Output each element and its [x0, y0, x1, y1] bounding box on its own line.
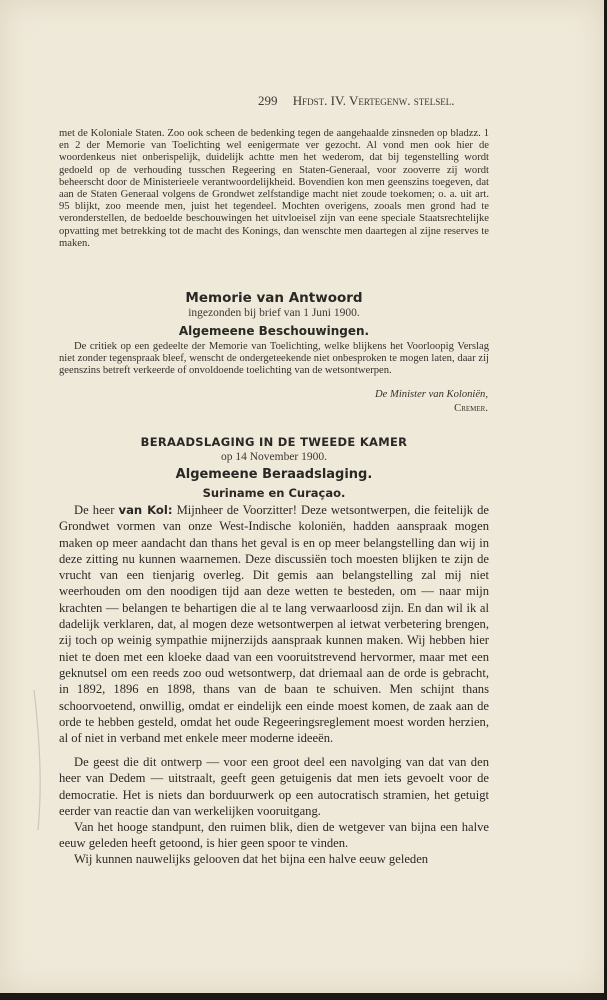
debate-paragraph-4: Wij kunnen nauwelijks gelooven dat het bijna een halve eeuw geleden	[74, 852, 429, 866]
running-title: Hfdst. IV. Vertegenw. stelsel.	[292, 93, 455, 108]
intro-paragraph: met de Koloniale Staten. Zoo ook scheen de bedenking tegen de aangehaalde zinsneden op bladzz. 1 en 2 der Memorie van Toelichting wel eenigermate ver gezocht. Al vond men ook hier de woordenkeus niet onberispelijk, duidelijk achtte men het wederom, dat bij tegenstelling wordt gedoeld op de verhouding tusschen Regeering en Staten-Generaal, voor zooverre zij wordt beheerscht door de Ministerieele verantwoordelijkheid. Bovendien kon men geenszins toegeven, dat aan de Staten Generaal volgens de Grondwet zelfstandige macht niet zoude toekomen; o. a. uit art. 95 blijkt, zoo meende men, juist het tegendeel. Mochten overigens, zooals men grond had te veronderstellen, de bedoelde beschouwingen het uitvloeisel zijn van eene speciale Staatsrechtelijke opvatting met betrekking tot de macht des Konings, dan wenschte men daartegen al zijne reserves te maken.	[59, 128, 489, 249]
running-header	[258, 93, 455, 109]
memorie-paragraph: De critiek op een gedeelte der Memorie van Toelichting, welke blijkens het Voorloopig Verslag niet zonder tegenspraak bleef, wenscht de ondergeteekende niet onbesproken te mogen laten, daar zij geenszins betreft verkeerde of onvoldoende toelichting van de wetsontwerpen.	[59, 341, 489, 377]
beraadslaging-title: BERAADSLAGING IN DE TWEEDE KAMER	[140, 435, 408, 449]
speech-text: Mijnheer de Voorzitter! Deze wetsontwerpen, die feitelijk de Grondwet vormen van onze West-Indische koloniën, hadden aanspraak mogen maken op meer aandacht dan thans het geval is en op meer belangstelling dan wij in deze zitting nu kunnen waarnemen. Deze discussiën toch moesten blijken te zijn de vrucht van een tienjarig overleg. Dit gemis aan belangstelling zal mij niet weerhouden om den noodigen tijd aan deze wetten te besteden, om — naar mijn krachten — belangen te behartigen die al te lang verwaarloosd zijn. En dan wil ik al dadelijk verklaren, dat, al mogen deze wetsontwerpen al ietwat verbetering brengen, zij toch op weinig sympathie mijnerzijds aanspraak kunnen maken. Wij hebben hier niet te doen met een kloeke daad van een vooruitstrevend hervormer, maar met een geknutsel om een reeds zoo oud wetsontwerp, dat driemaal aan de orde is gebracht, in 1892, 1896 en 1898, thans van de baan te schuiven. Men schijnt thans schoorvoetend, onwillig, omdat er eindelijk een einde moest komen, de zaak aan de orde te hebben gesteld, omdat het oude Regeeringsreglement moest worden herzien, al of niet in verband met enkele meer moderne ideeën.	[59, 503, 489, 746]
general-debate-heading: Algemeene Beraadslaging.	[175, 467, 373, 482]
page-number: 299	[258, 93, 278, 108]
suriname-curacao-heading: Suriname en Curaçao.	[202, 486, 346, 500]
signature-name: Cremer.	[454, 403, 488, 414]
memorie-title: Memorie van Antwoord	[185, 290, 363, 306]
signature-role: De Minister van Koloniën,	[375, 389, 488, 400]
beraadslaging-date: op 14 November 1900.	[220, 451, 328, 463]
debate-paragraph-3: Van het hooge standpunt, den ruimen blik, dien de wetgever van bijna een halve eeuw geleden heeft getoond, is hier geen spoor te vinden.	[59, 820, 489, 851]
speaker-prefix: De heer	[74, 503, 115, 517]
memorie-subtitle: ingezonden bij brief van 1 Juni 1900.	[188, 307, 360, 319]
speaker-name: van Kol:	[118, 503, 173, 517]
debate-paragraph-1	[59, 502, 489, 746]
memorie-section-heading: Algemeene Beschouwingen.	[178, 324, 370, 338]
debate-paragraph-2: De geest die dit ontwerp — voor een groot deel een navolging van dat van den heer van Dedem — uitstraalt, geeft geen getuigenis dat men iets gevoelt voor de democratie. Het is niets dan borduurwerk op een autocratisch stramien, het getuigt eerder van reactie dan van werkelijken vooruitgang.	[59, 755, 489, 818]
